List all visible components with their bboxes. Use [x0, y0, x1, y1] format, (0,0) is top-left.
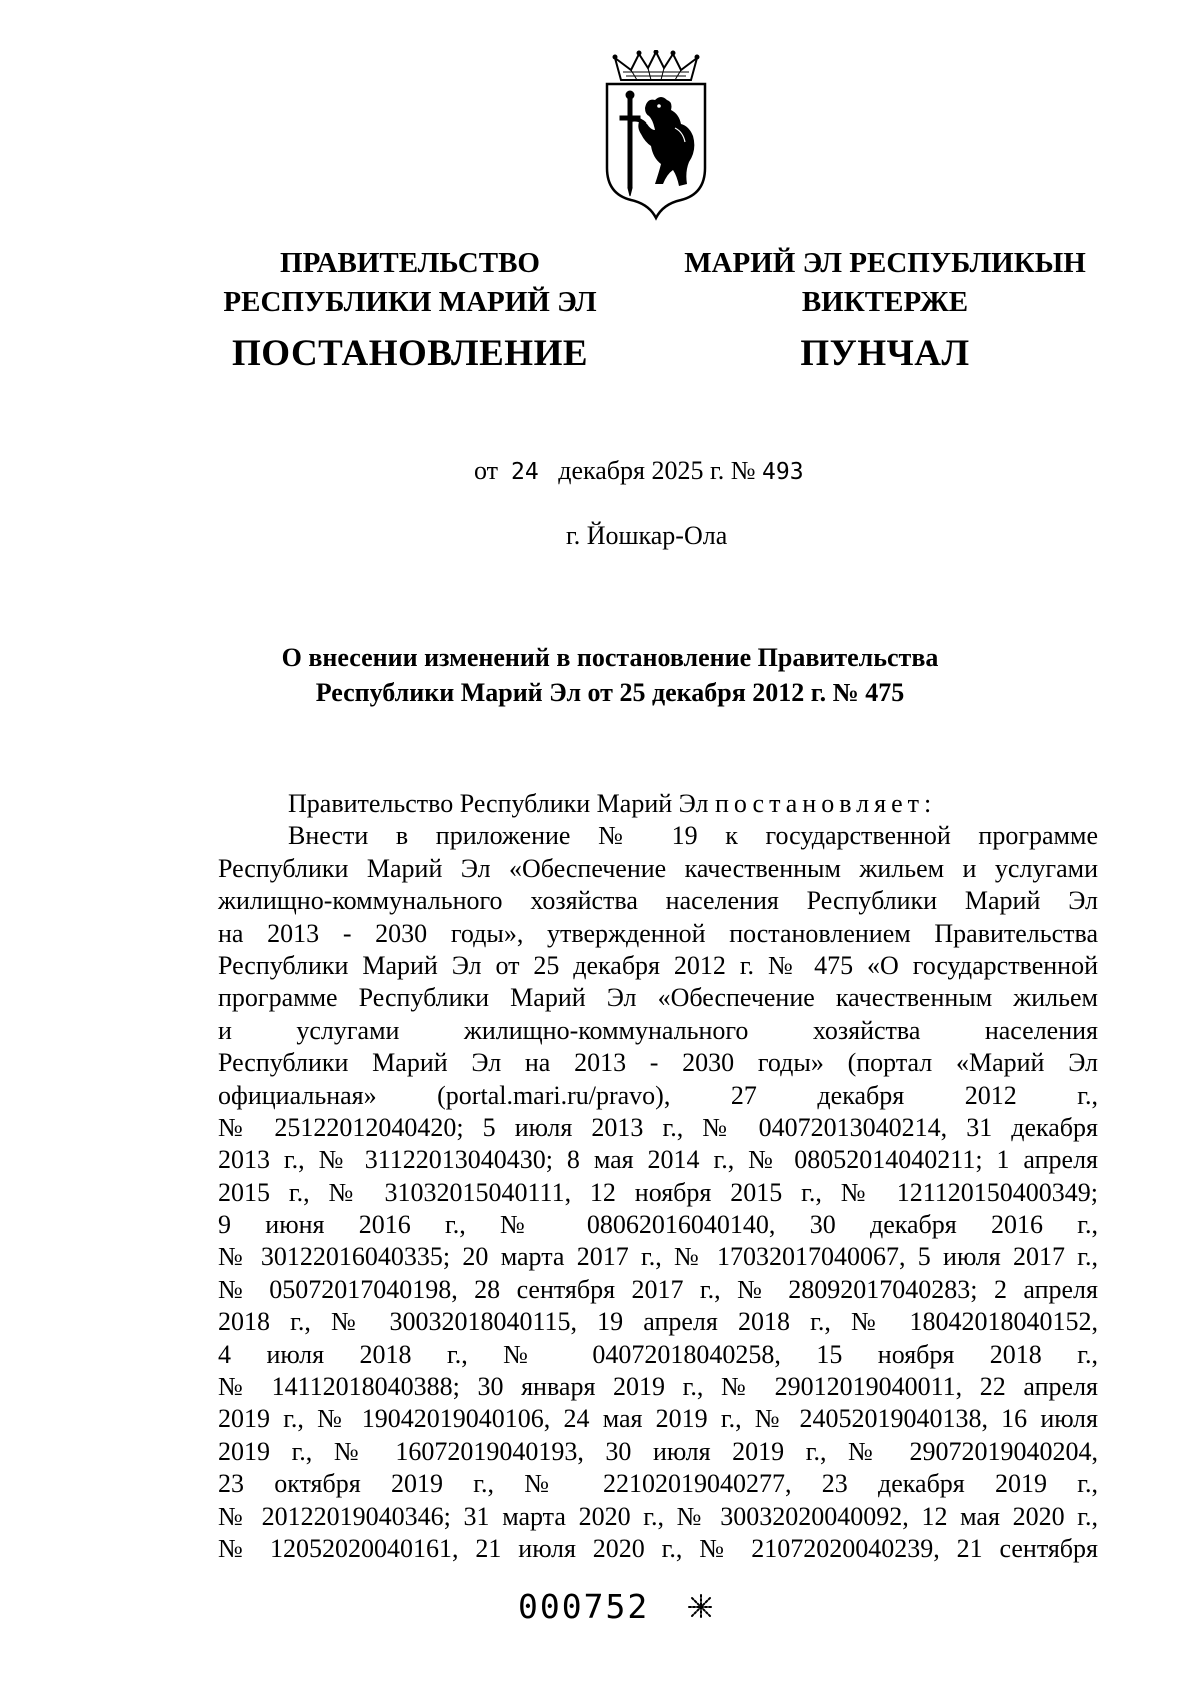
title-line-2: Республики Марий Эл от 25 декабря 2012 г. № 475 [315, 678, 905, 707]
intro-verb: постановляет: [714, 789, 937, 818]
paragraph-line: Республики Марий Эл «Обеспечение качественным жильем и услугами [218, 853, 1098, 883]
header-right [670, 244, 1100, 376]
government-name-mari-line1: МАРИЙ ЭЛ РЕСПУБЛИКЫН [684, 247, 1086, 279]
date-day: 24 [511, 459, 539, 485]
document-date-number [474, 456, 804, 486]
document-type-mari: ПУНЧАЛ [800, 333, 970, 374]
paragraph-line: 2019 г., № 16072019040193, 30 июля 2019 г., № 29072019040204, [218, 1436, 1098, 1466]
intro-text: Правительство Республики Марий Эл [288, 789, 709, 818]
government-name-ru-line2: РЕСПУБЛИКИ МАРИЙ ЭЛ [223, 286, 597, 318]
asterisk-mark-icon [688, 1594, 714, 1620]
paragraph-line: 4 июля 2018 г., № 04072018040258, 15 ноября 2018 г., [218, 1339, 1098, 1369]
paragraph-line: Республики Марий Эл от 25 декабря 2012 г. № 475 «О государственной [218, 950, 1098, 980]
document-type-ru: ПОСТАНОВЛЕНИЕ [231, 333, 589, 374]
paragraph-line: 2015 г., № 31032015040111, 12 ноября 2015 г., № 121120150400349; [218, 1177, 1098, 1207]
paragraph-line: 9 июня 2016 г., № 08062016040140, 30 декабря 2016 г., [218, 1210, 1098, 1240]
paragraph-line: на 2013 - 2030 годы», утвержденной постановлением Правительства [218, 918, 1098, 948]
paragraph-line: 2018 г., № 30032018040115, 19 апреля 2018 г., № 18042018040152, [218, 1307, 1098, 1337]
paragraph-line: и услугами жилищно-коммунального хозяйства населения [218, 1015, 1098, 1045]
paragraph-line: № 20122019040346; 31 марта 2020 г., № 30032020040092, 12 мая 2020 г., [218, 1501, 1098, 1531]
paragraph-line: программе Республики Марий Эл «Обеспечение качественным жильем [218, 983, 1098, 1013]
paragraph-line: 2013 г., № 31122013040430; 8 мая 2014 г., № 08052014040211; 1 апреля [218, 1145, 1098, 1175]
paragraph-line: Внести в приложение № 19 к государственной программе [288, 821, 1098, 851]
resolution-intro [218, 788, 1098, 820]
document-body [218, 788, 1098, 1565]
paragraph-line: № 05072017040198, 28 сентября 2017 г., № 28092017040283; 2 апреля [218, 1274, 1098, 1304]
paragraph-line: Республики Марий Эл на 2013 - 2030 годы» (портал «Марий Эл [218, 1048, 1098, 1078]
title-line-1: О внесении изменений в постановление Правительства [281, 643, 939, 672]
document-number: 493 [762, 459, 804, 485]
serial-number: 000752 [518, 1587, 650, 1626]
paragraph-line: официальная» (portal.mari.ru/pravo), 27 декабря 2012 г., [218, 1080, 1098, 1110]
paragraph-line: № 25122012040420; 5 июля 2013 г., № 04072013040214, 31 декабря [218, 1112, 1098, 1142]
paragraph-line: № 14112018040388; 30 января 2019 г., № 29012019040011, 22 апреля [218, 1372, 1098, 1402]
coat-of-arms-icon [601, 50, 711, 222]
paragraph-line: жилищно-коммунального хозяйства населения Республики Марий Эл [218, 886, 1098, 916]
paragraph-line: № 30122016040335; 20 марта 2017 г., № 17032017040067, 5 июля 2017 г., [218, 1242, 1098, 1272]
document-title [220, 640, 1000, 710]
government-name-ru-line1: ПРАВИТЕЛЬСТВО [280, 247, 540, 279]
header-left [190, 244, 630, 376]
paragraph-line: 23 октября 2019 г., № 22102019040277, 23 декабря 2019 г., [218, 1469, 1098, 1499]
date-month-year: декабря 2025 г. [558, 456, 725, 485]
number-sign: № [730, 456, 756, 485]
government-name-mari-line2: ВИКТЕРЖЕ [801, 286, 969, 318]
resolution-paragraph [218, 820, 1098, 1565]
document-city: г. Йошкар-Ола [566, 521, 728, 550]
date-prefix: от [474, 456, 499, 485]
paragraph-line: № 12052020040161, 21 июля 2020 г., № 21072020040239, 21 сентября [218, 1534, 1098, 1563]
paragraph-line: 2019 г., № 19042019040106, 24 мая 2019 г., № 24052019040138, 16 июля [218, 1404, 1098, 1434]
